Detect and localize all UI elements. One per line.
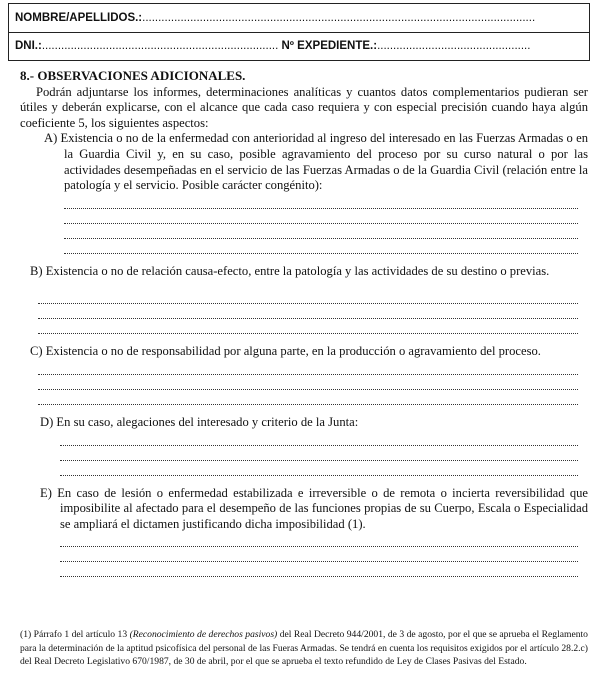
item-d bbox=[40, 415, 588, 476]
item-c-text: C) Existencia o no de responsabilidad por alguna parte, en la producción o agravamiento del proceso. bbox=[30, 344, 541, 359]
answer-line[interactable] bbox=[64, 194, 578, 209]
answer-line[interactable] bbox=[38, 390, 578, 405]
item-a-text: A) Existencia o no de la enfermedad con anterioridad al ingreso del interesado en las Fuerzas Armadas o en la Guardia Civil y, en su caso, posible agravamiento del proceso por su curso natural o por las actividades desempeñadas en el servicio de las Fuerzas Armadas o de la Guardia Civil (relación entre la patología y el servicio. Posible carácter congénito): bbox=[44, 131, 588, 193]
answer-line[interactable] bbox=[64, 239, 578, 254]
name-row[interactable] bbox=[15, 12, 535, 24]
item-b bbox=[30, 264, 588, 335]
answer-line[interactable] bbox=[60, 461, 578, 476]
item-e-text: E) En caso de lesión o enfermedad estabilizada e irreversible o de remota o incierta reversibilidad que imposibilite al afectado para el desempeño de las funciones propias de su Cuerpo, Escala o Especialidad se ampliará el dictamen justificando dicha imposibilidad (1). bbox=[40, 485, 588, 531]
expediente-label: Nº EXPEDIENTE.: bbox=[281, 40, 378, 52]
dni-label: DNI.: bbox=[15, 40, 42, 52]
answer-line[interactable] bbox=[60, 532, 578, 547]
identification-box bbox=[8, 3, 590, 61]
answer-line[interactable] bbox=[60, 431, 578, 446]
item-b-text: B) Existencia o no de relación causa-efecto, entre la patología y las actividades de su destino o previas. bbox=[30, 263, 550, 278]
expediente-field[interactable]: ................................................ bbox=[377, 40, 531, 52]
answer-line[interactable] bbox=[38, 304, 578, 319]
section-title: 8.- OBSERVACIONES ADICIONALES. bbox=[20, 68, 246, 83]
item-d-text: D) En su caso, alegaciones del interesado y criterio de la Junta: bbox=[40, 414, 359, 429]
answer-line[interactable] bbox=[38, 289, 578, 304]
footnote-text-end: del Real Decreto 944/2001, de 3 de agosto, por el que se aprueba el Reglamento para la determinación de la aptitud psicofísica del personal de las Fueras Armadas. Se tendrá en cuenta los requisitos exigidos por el artículo 28.2.c) del Real Decreto Legislativo 670/1987, de 30 de abril, por el que se aprueba el texto refundido de Ley de Clases Pasivas del Estado. bbox=[20, 629, 588, 667]
answer-line[interactable] bbox=[38, 360, 578, 375]
answer-line[interactable] bbox=[38, 375, 578, 390]
dni-row[interactable] bbox=[15, 40, 530, 52]
observations-section bbox=[20, 68, 588, 577]
answer-line[interactable] bbox=[60, 562, 578, 577]
answer-line[interactable] bbox=[60, 446, 578, 461]
name-field[interactable]: ........................................................................................................................... bbox=[142, 12, 536, 24]
item-e bbox=[40, 486, 588, 578]
footnote bbox=[20, 628, 588, 669]
answer-line[interactable] bbox=[64, 224, 578, 239]
answer-line[interactable] bbox=[64, 209, 578, 224]
section-intro: Podrán adjuntarse los informes, determinaciones analíticas y cuantos datos complementarios pudieran ser útiles y deberán explicarse, con el alcance que cada caso requiera y con especial precisión cuando haya algún coeficiente 5, los siguientes aspectos: bbox=[20, 84, 588, 130]
answer-line[interactable] bbox=[60, 547, 578, 562]
answer-line[interactable] bbox=[38, 319, 578, 334]
footnote-text-start: (1) Párrafo 1 del artículo 13 bbox=[20, 629, 130, 640]
header-divider bbox=[9, 32, 589, 33]
footnote-italic: (Reconocimiento de derechos pasivos) bbox=[129, 629, 278, 640]
item-c bbox=[30, 344, 588, 405]
name-label: NOMBRE/APELLIDOS.: bbox=[15, 12, 143, 24]
item-a bbox=[44, 131, 588, 253]
dni-field[interactable]: .......................................................................... bbox=[41, 40, 279, 52]
